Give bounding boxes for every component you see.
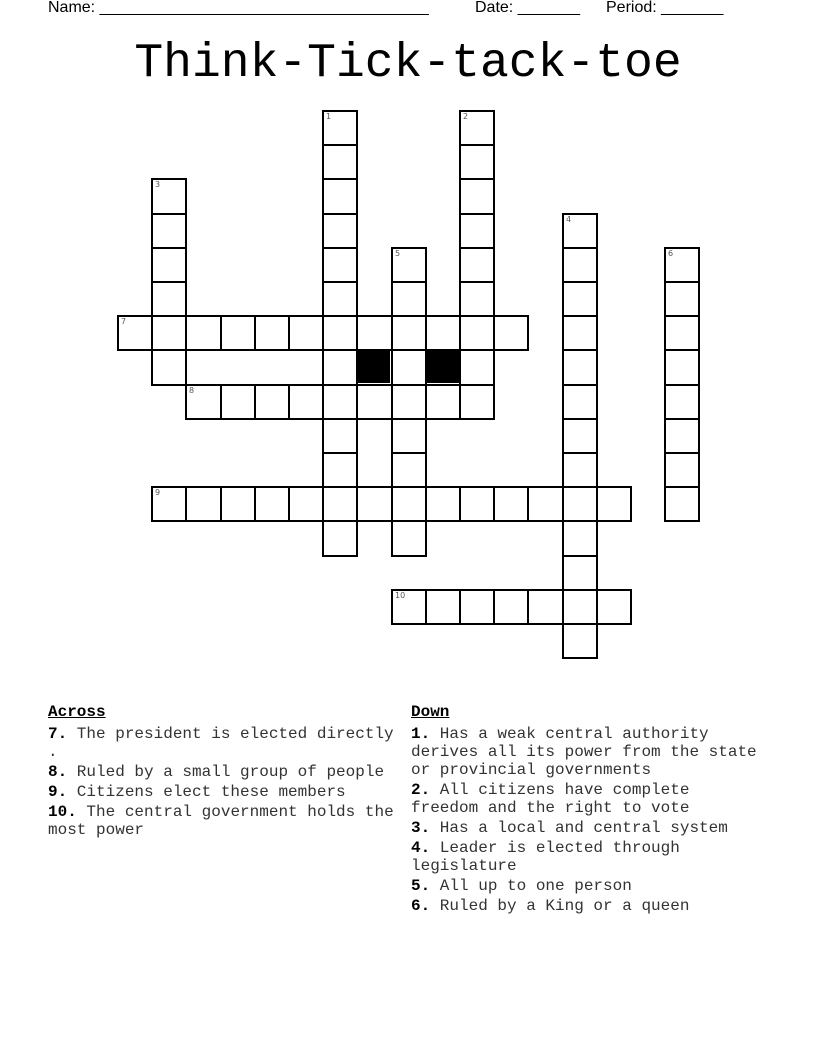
grid-cell[interactable] [664,452,700,488]
grid-cell[interactable] [562,247,598,283]
grid-cell[interactable] [356,486,393,522]
name-field-label: Name: _____________________________________ [48,0,429,16]
grid-cell[interactable] [562,555,598,591]
grid-cell[interactable] [391,247,427,283]
clue-item [48,725,403,761]
grid-cell[interactable] [562,589,598,625]
grid-cell[interactable] [391,315,427,351]
black-cell [356,349,390,383]
down-clue-list [411,725,766,915]
grid-cell[interactable] [288,315,324,351]
grid-cell[interactable] [391,520,427,557]
clue-number: 5 [395,249,401,258]
clue-item [48,783,403,801]
clue-text: All citizens have complete freedom and the right to vote [411,781,690,817]
grid-cell[interactable] [562,486,598,522]
grid-cell[interactable] [322,213,358,249]
grid-cell[interactable] [459,349,495,386]
grid-cell[interactable] [254,315,290,351]
clue-number: 10. [48,803,77,821]
clue-number: 8 [189,386,195,395]
grid-cell[interactable] [391,281,427,317]
grid-cell[interactable] [322,520,358,557]
grid-cell[interactable] [493,315,529,351]
grid-cell[interactable] [322,452,358,488]
grid-cell[interactable] [254,486,290,522]
clue-item [411,781,766,817]
clue-number: 4 [566,215,572,224]
grid-cell[interactable] [425,589,461,625]
grid-cell[interactable] [664,247,700,283]
grid-cell[interactable] [562,384,598,420]
clue-item [411,897,766,915]
clue-text: Ruled by a small group of people [67,763,385,781]
clue-number: 1 [326,112,332,121]
grid-cell[interactable] [425,486,461,522]
clue-item [48,763,403,781]
grid-cell[interactable] [596,486,632,522]
grid-cell[interactable] [664,418,700,454]
grid-cell[interactable] [664,315,700,351]
clue-number: 7. [48,725,68,743]
grid-cell[interactable] [117,315,153,351]
grid-cell[interactable] [254,384,290,420]
clue-item [411,725,766,779]
grid-cell[interactable] [562,520,598,557]
clue-text: The central government holds the most power [48,803,394,839]
across-clues [48,703,403,841]
grid-cell[interactable] [562,418,598,454]
clue-number: 6 [668,249,674,258]
grid-cell[interactable] [562,213,598,249]
grid-cell[interactable] [356,315,393,351]
grid-cell[interactable] [493,486,529,522]
grid-cell[interactable] [322,247,358,283]
down-heading: Down [411,703,450,721]
page-title: Think-Tick-tack-toe [134,37,682,91]
grid-cell[interactable] [322,418,358,454]
clue-number: 10 [395,591,406,600]
date-field-label: Date: _______ [475,0,580,16]
grid-cell[interactable] [425,315,461,351]
down-clues [411,703,766,917]
grid-cell[interactable] [288,384,324,420]
grid-cell[interactable] [185,315,222,351]
grid-cell[interactable] [220,486,256,522]
grid-cell[interactable] [151,213,187,249]
grid-cell[interactable] [425,384,461,420]
clue-number: 8. [48,763,68,781]
grid-cell[interactable] [562,315,598,351]
clue-number: 6. [411,897,431,915]
grid-cell[interactable] [288,486,324,522]
grid-cell[interactable] [664,486,700,522]
grid-cell[interactable] [322,144,358,180]
period-field-label: Period: _______ [606,0,724,16]
clue-number: 2. [411,781,431,799]
grid-cell[interactable] [322,486,358,522]
grid-cell[interactable] [391,589,427,625]
grid-cell[interactable] [322,110,358,146]
grid-cell[interactable] [151,247,187,283]
grid-cell[interactable] [562,452,598,488]
grid-cell[interactable] [562,623,598,659]
grid-cell[interactable] [322,178,358,215]
across-heading: Across [48,703,106,721]
grid-cell[interactable] [596,589,632,625]
across-clue-list [48,725,403,839]
grid-cell[interactable] [151,315,187,351]
clue-text: Has a weak central authority derives all its power from the state or provincial governments [411,725,757,779]
clue-text: Ruled by a King or a queen [430,897,690,915]
clue-number: 2 [463,112,469,121]
clue-number: 5. [411,877,431,895]
clue-number: 3 [155,180,161,189]
grid-cell[interactable] [493,589,529,625]
clue-item [411,839,766,875]
grid-cell[interactable] [459,384,495,420]
grid-cell[interactable] [459,315,495,351]
grid-cell[interactable] [459,110,495,146]
grid-cell[interactable] [459,486,495,522]
grid-cell[interactable] [220,315,256,351]
grid-cell[interactable] [459,144,495,180]
grid-cell[interactable] [151,178,187,215]
clue-text: Leader is elected through legislature [411,839,680,875]
black-cell [425,349,459,383]
grid-cell[interactable] [220,384,256,420]
grid-cell[interactable] [151,281,187,317]
clue-text: The president is elected directly . [48,725,394,761]
clue-number: 7 [121,317,127,326]
clue-item [48,803,403,839]
grid-cell[interactable] [151,486,187,522]
grid-cell[interactable] [185,384,222,420]
grid-cell[interactable] [664,281,700,317]
clue-text: All up to one person [430,877,632,895]
grid-cell[interactable] [562,349,598,386]
grid-cell[interactable] [664,349,700,386]
grid-cell[interactable] [151,349,187,386]
clue-text: Has a local and central system [430,819,728,837]
clue-item [411,819,766,837]
grid-cell[interactable] [527,486,564,522]
grid-cell[interactable] [391,486,427,522]
grid-cell[interactable] [322,315,358,351]
grid-cell[interactable] [391,384,427,420]
grid-cell[interactable] [664,384,700,420]
grid-cell[interactable] [562,281,598,317]
grid-cell[interactable] [322,349,358,386]
clue-number: 1. [411,725,431,743]
grid-cell[interactable] [322,281,358,317]
clue-number: 4. [411,839,431,857]
grid-cell[interactable] [185,486,222,522]
grid-cell[interactable] [527,589,564,625]
grid-cell[interactable] [459,213,495,249]
grid-cell[interactable] [391,349,427,386]
clue-number: 3. [411,819,431,837]
grid-cell[interactable] [391,452,427,488]
clue-text: Citizens elect these members [67,783,346,801]
grid-cell[interactable] [356,384,393,420]
clue-item [411,877,766,895]
grid-cell[interactable] [459,281,495,317]
grid-cell[interactable] [459,178,495,215]
clue-number: 9 [155,488,161,497]
clue-number: 9. [48,783,68,801]
grid-cell[interactable] [322,384,358,420]
grid-cell[interactable] [391,418,427,454]
grid-cell[interactable] [459,247,495,283]
grid-cell[interactable] [459,589,495,625]
